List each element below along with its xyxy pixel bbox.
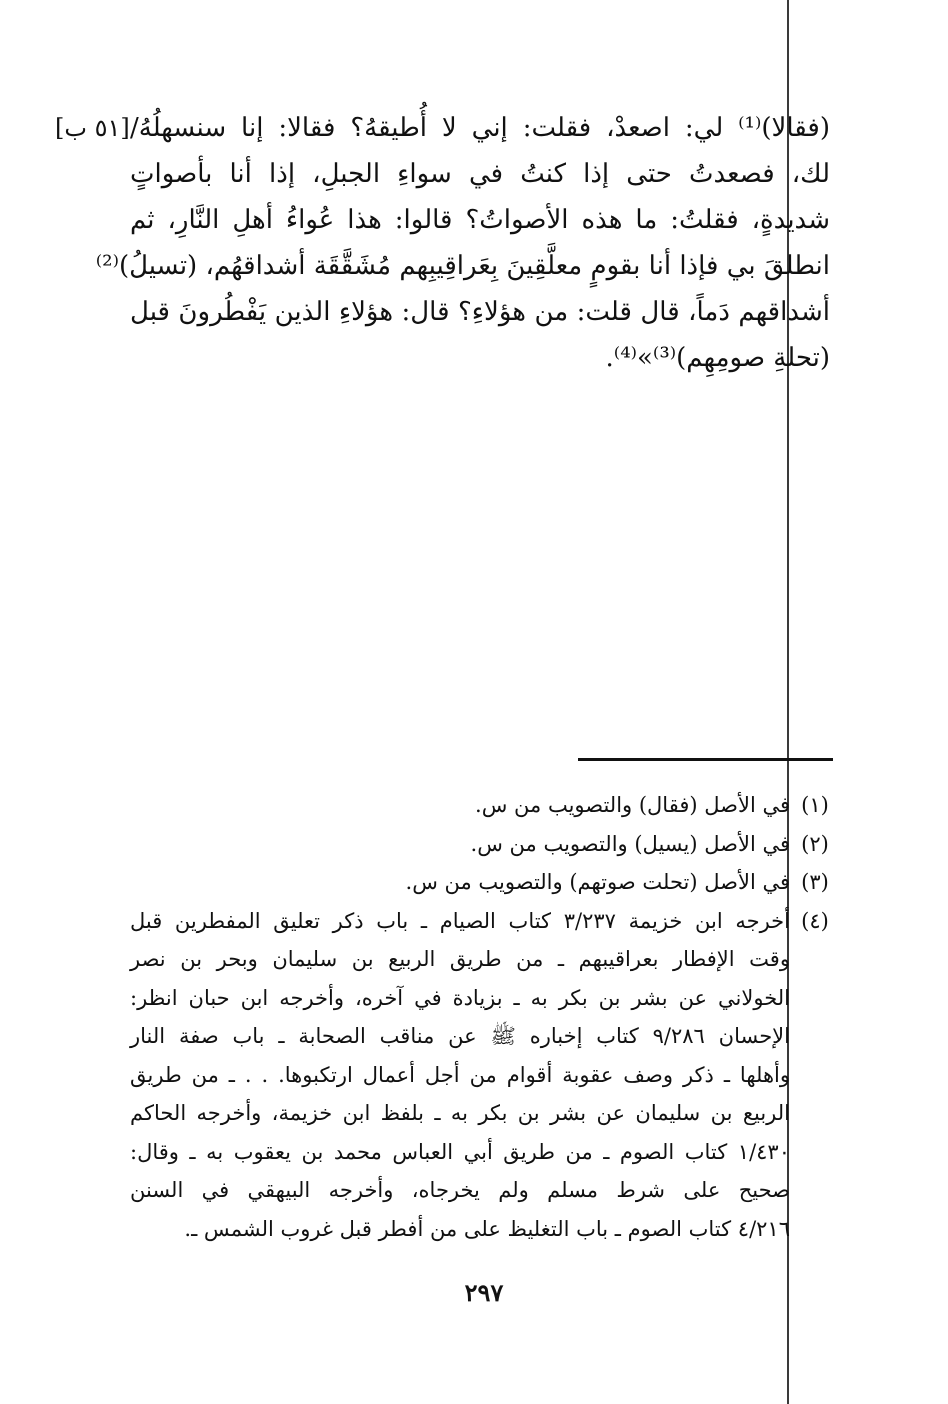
footnote-line: أخرجه ابن خزيمة ٣/٢٣٧ كتاب الصيام ـ باب ذكر تعليق المفطرين قبل: [130, 908, 791, 933]
main-text-line: أشداقهم دَماً، قال قلت: من هؤلاءِ؟ قال: هؤلاءِ الذين يَفْطُرونَ قبل: [130, 297, 830, 327]
footnote-line: ٤/٢١٦ كتاب الصوم ـ باب التغليظ على من أفطر قبل غروب الشمس ـ.: [184, 1216, 790, 1241]
footnote-text: [130, 902, 790, 1249]
footnote-line: في الأصل (تحلت صوتهم) والتصويب من س.: [405, 870, 790, 894]
footnote-text: [130, 825, 790, 864]
main-text-line: (فقالا)⁽¹⁾ لي: اصعدْ، فقلت: إني لا أُطيقهُ؟ فقالا: إنا سنسهلُهُ/: [130, 113, 830, 143]
footnote-line: الربيع بن سليمان عن بشر بن بكر به ـ بلفظ ابن خزيمة، وأخرجه الحاكم: [130, 1101, 790, 1125]
footnote-line: الخولاني عن بشر بن بكر به ـ بزيادة في آخره، وأخرجه ابن حبان انظر:: [130, 985, 790, 1010]
footnote-text: [130, 863, 790, 902]
footnote-line: وقت الإفطار بعراقيبهم ـ من طريق الربيع بن سليمان وبحر بن نصر: [130, 947, 790, 971]
footnote-line: في الأصل (فقال) والتصويب من س.: [475, 793, 790, 817]
main-text-block: [95, 105, 830, 381]
footnote-3: [130, 863, 840, 902]
footnote-line: الإحسان ٩/٢٨٦ كتاب إخباره ﷺ عن مناقب الصحابة ـ باب صفة النار: [130, 1024, 790, 1048]
main-text-line: (تحلةِ صومِهِم)⁽³⁾»⁽⁴⁾.: [605, 343, 830, 373]
footnotes-section: [130, 786, 840, 1248]
footnote-2: [130, 825, 840, 864]
main-text-line: شديدةٍ، فقلتُ: ما هذه الأصواتُ؟ قالوا: هذا عُواءُ أهلِ النَّارِ، ثم: [130, 205, 830, 235]
footnote-separator: [578, 758, 833, 761]
footnote-4: [130, 902, 840, 1249]
manuscript-folio-marker: [٥١ ب]: [55, 114, 130, 142]
footnote-text: [130, 786, 790, 825]
footnote-line: صحيح على شرط مسلم ولم يخرجاه، وأخرجه البيهقي في السنن: [130, 1178, 790, 1202]
footnote-number: (١): [801, 793, 829, 817]
footnote-1: [130, 786, 840, 825]
main-text-line: انطلقَ بي فإذا أنا بقومٍ معلَّقِينَ بِعَراقِيبِهم مُشَقَّقَة أشداقهُم، (تسيلُ)⁽²⁾: [95, 251, 830, 281]
footnote-line: في الأصل (يسيل) والتصويب من س.: [470, 831, 790, 856]
main-text-line: لك، فصعدتُ حتى إذا كنتُ في سواءِ الجبلِ، إذا أنا بأصواتٍ: [130, 159, 830, 189]
footnote-line: ١/٤٣٠ كتاب الصوم ـ من طريق أبي العباس محمد بن يعقوب به ـ وقال:: [130, 1139, 790, 1164]
page-number: ٢٩٧: [464, 1278, 504, 1307]
footnote-number: (٤): [801, 908, 829, 933]
footnote-number: (٢): [801, 831, 829, 856]
footnote-number: (٣): [801, 870, 829, 894]
footnote-line: وأهلها ـ ذكر وصف عقوبة أقوام من أجل أعمال ارتكبوها. . . ـ من طريق: [130, 1062, 790, 1087]
